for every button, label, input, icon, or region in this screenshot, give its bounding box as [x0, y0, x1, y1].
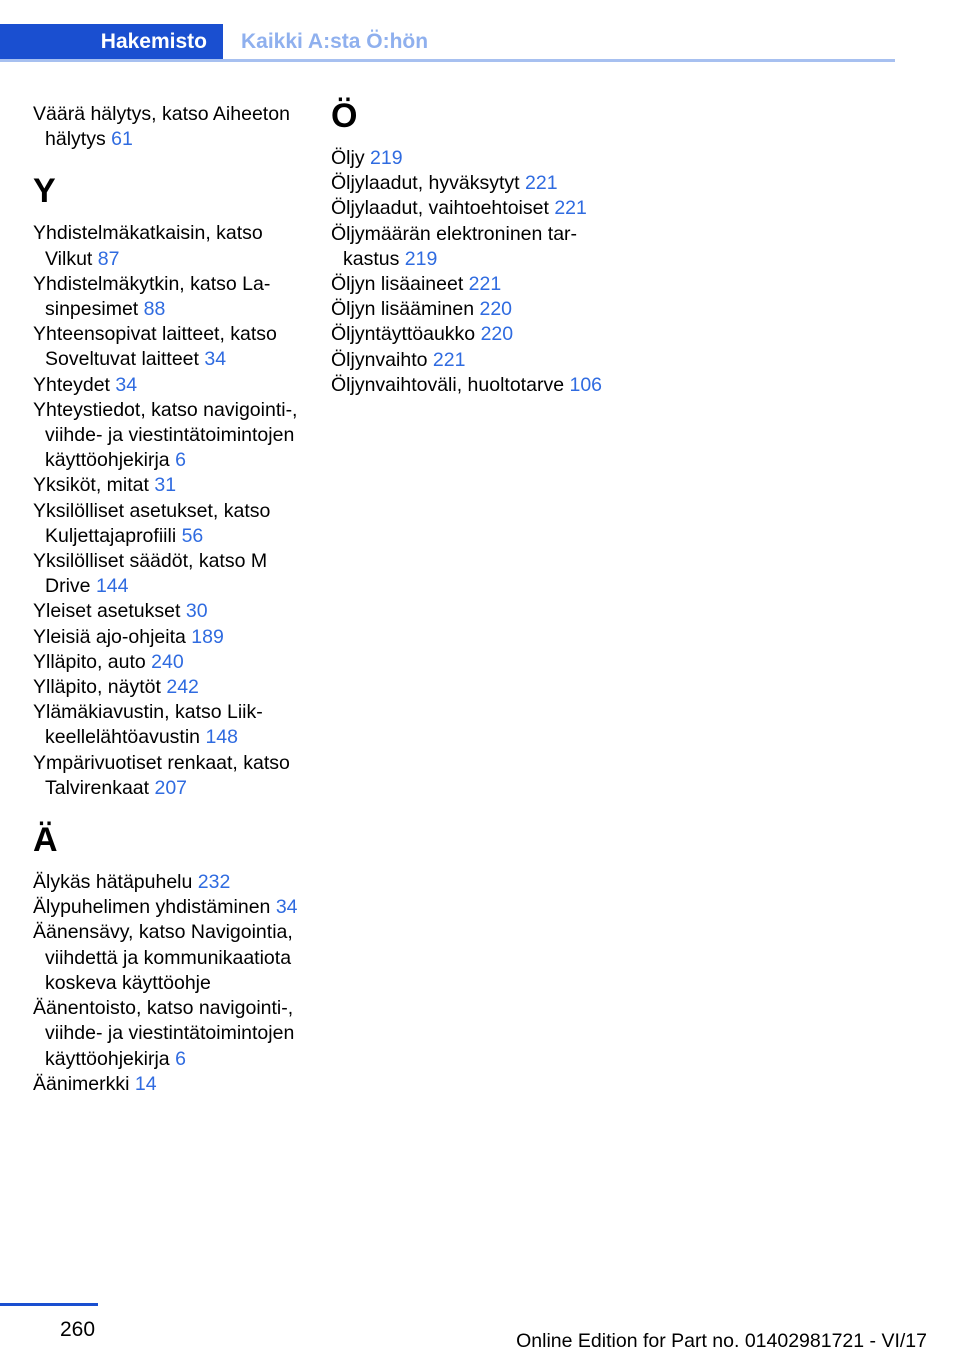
- index-entry-text: Ylämäkiavustin, katso Liikkeellelähtöavustin: [33, 701, 263, 749]
- header-bar: [0, 24, 895, 62]
- index-entry-text: Öljyntäyttöaukko: [331, 323, 476, 346]
- page-reference-link[interactable]: 30: [185, 600, 208, 623]
- page-reference-link[interactable]: 106: [569, 373, 603, 396]
- index-entry: [33, 221, 308, 271]
- index-entry: [331, 373, 606, 398]
- index-entry-text: Öljymäärän elektroninen tarkastus: [331, 222, 578, 270]
- index-entry: [33, 272, 308, 322]
- index-entry: [33, 499, 308, 549]
- index-entry-text: Yhdistelmäkatkaisin, katso Vilkut: [33, 222, 263, 270]
- footer-divider: [0, 1303, 98, 1306]
- index-entry-text: Älypuhelimen yhdistäminen: [33, 896, 271, 919]
- index-entry: [33, 920, 308, 996]
- index-entry-text: Yleiset asetukset: [33, 600, 181, 623]
- index-column-right: [331, 97, 606, 398]
- index-entry-text: Yhteensopivat laitteet, katso Soveltuvat laitteet: [33, 323, 277, 371]
- section-o-umlaut-entries: [331, 146, 606, 398]
- index-entry: [33, 373, 308, 398]
- page-reference-link[interactable]: 220: [479, 298, 513, 321]
- index-entry: [33, 102, 308, 152]
- page-reference-link[interactable]: 232: [197, 871, 231, 894]
- index-entry-text: Öljylaadut, vaihtoehtoiset: [331, 197, 549, 220]
- index-entry: [33, 625, 308, 650]
- page-reference-link[interactable]: 189: [191, 625, 224, 648]
- index-entry: [33, 996, 308, 1072]
- section-letter-o-umlaut: Ö: [331, 97, 358, 135]
- index-entry-text: Äänimerkki: [33, 1072, 130, 1095]
- section-a-umlaut-entries: [33, 870, 308, 1097]
- index-entry: [33, 549, 308, 599]
- page-reference-link[interactable]: 34: [204, 348, 227, 371]
- index-entry-text: Yleisiä ajo-ohjeita: [33, 625, 186, 648]
- index-entry-text: Yksiköt, mitat: [33, 474, 149, 497]
- index-entry: [33, 870, 308, 895]
- index-entry-text: Äänentoisto, katso navigointi-, viihde- ja viestintätoimintojen käyttöohjekirja: [33, 997, 295, 1070]
- lead-entries: [33, 102, 308, 152]
- page-reference-link[interactable]: 221: [554, 197, 587, 220]
- index-entry-text: Väärä hälytys, katso Aiheeton hälytys: [33, 103, 290, 151]
- edition-text: Online Edition for Part no. 01402981721 - VI/17: [516, 1330, 927, 1352]
- section-letter-y: Y: [33, 172, 56, 211]
- index-entry: [331, 297, 606, 322]
- index-entry: [33, 675, 308, 700]
- page-reference-link[interactable]: 221: [468, 273, 502, 296]
- section-y-entries: [33, 221, 308, 801]
- index-column-left: [33, 102, 308, 1097]
- page-reference-link[interactable]: 220: [480, 323, 514, 346]
- tab-a-to-o[interactable]: [223, 24, 428, 60]
- page-reference-link[interactable]: 221: [432, 348, 466, 371]
- index-entry: [331, 322, 606, 347]
- page-reference-link[interactable]: 31: [154, 474, 177, 497]
- index-entry: [33, 1072, 308, 1097]
- index-entry: [33, 322, 308, 372]
- index-entry-text: Öljylaadut, hyväksytyt: [331, 172, 520, 195]
- index-entry-text: Yksilölliset säädöt, katso M Drive: [33, 550, 268, 598]
- index-entry-text: Yhteystiedot, katso navigointi-, viihde- ja viestintätoimintojen käyttöohjekirja: [33, 398, 298, 472]
- page-reference-link[interactable]: 6: [175, 1047, 186, 1070]
- page-reference-link[interactable]: 221: [525, 172, 558, 195]
- tab-hakemisto-label: Hakemisto: [100, 30, 207, 53]
- index-entry-text: Äänensävy, katso Navigointia, viihdettä ja kommunikaatiota koskeva käyttöohje: [33, 921, 293, 994]
- page-reference-link[interactable]: 219: [370, 147, 403, 169]
- page-reference-link[interactable]: 88: [143, 298, 166, 321]
- page-reference-link[interactable]: 207: [154, 776, 188, 799]
- index-entry-text: Yhdistelmäkytkin, katso Lasinpesimet: [33, 272, 271, 321]
- index-entry-text: Yksilölliset asetukset, katso Kuljettajaprofiili: [33, 499, 271, 547]
- index-entry: [33, 650, 308, 675]
- page-reference-link[interactable]: 34: [115, 373, 138, 396]
- section-letter-a-umlaut: Ä: [33, 821, 58, 860]
- index-entry: [33, 700, 308, 750]
- page-reference-link[interactable]: 14: [134, 1072, 157, 1095]
- index-entry: [33, 473, 308, 498]
- index-entry: [331, 171, 606, 196]
- page-reference-link[interactable]: 87: [97, 247, 120, 270]
- page-reference-link[interactable]: 148: [205, 726, 238, 749]
- index-entry-text: Öljy: [331, 147, 365, 169]
- index-entry: [33, 895, 308, 920]
- index-entry: [33, 751, 308, 801]
- page-reference-link[interactable]: 144: [95, 575, 129, 598]
- index-entry-text: Ylläpito, auto: [33, 650, 146, 673]
- page-reference-link[interactable]: 240: [151, 650, 184, 673]
- header-divider: [0, 59, 895, 62]
- index-entry: [331, 348, 606, 373]
- index-entry-text: Öljyn lisääminen: [331, 298, 475, 321]
- index-entry: [33, 599, 308, 624]
- tab-hakemisto[interactable]: [0, 24, 223, 60]
- index-entry-text: Ylläpito, näytöt: [33, 676, 161, 699]
- index-entry-text: Yhteydet: [33, 373, 110, 396]
- page-reference-link[interactable]: 56: [181, 524, 204, 547]
- index-entry-text: Öljynvaihto: [331, 348, 428, 371]
- tab-a-to-o-label: Kaikki A:sta Ö:hön: [241, 30, 429, 53]
- page-number: 260: [60, 1318, 96, 1341]
- page-reference-link[interactable]: 6: [175, 449, 186, 472]
- page-reference-link[interactable]: 34: [275, 896, 298, 919]
- index-entry-text: Öljynvaihtoväli, huoltotarve: [331, 373, 565, 396]
- page-reference-link[interactable]: 61: [111, 128, 133, 151]
- index-entry: [331, 146, 606, 171]
- page-reference-link[interactable]: 242: [166, 676, 199, 699]
- index-entry-text: Ympärivuotiset renkaat, katso Talvirenkaat: [33, 751, 290, 799]
- index-entry: [331, 272, 606, 297]
- index-entry: [331, 222, 606, 272]
- page-reference-link[interactable]: 219: [404, 247, 438, 270]
- index-entry-text: Öljyn lisäaineet: [331, 273, 464, 296]
- index-entry: [331, 196, 606, 221]
- index-entry: [33, 398, 308, 474]
- index-entry-text: Älykäs hätäpuhelu: [33, 871, 193, 894]
